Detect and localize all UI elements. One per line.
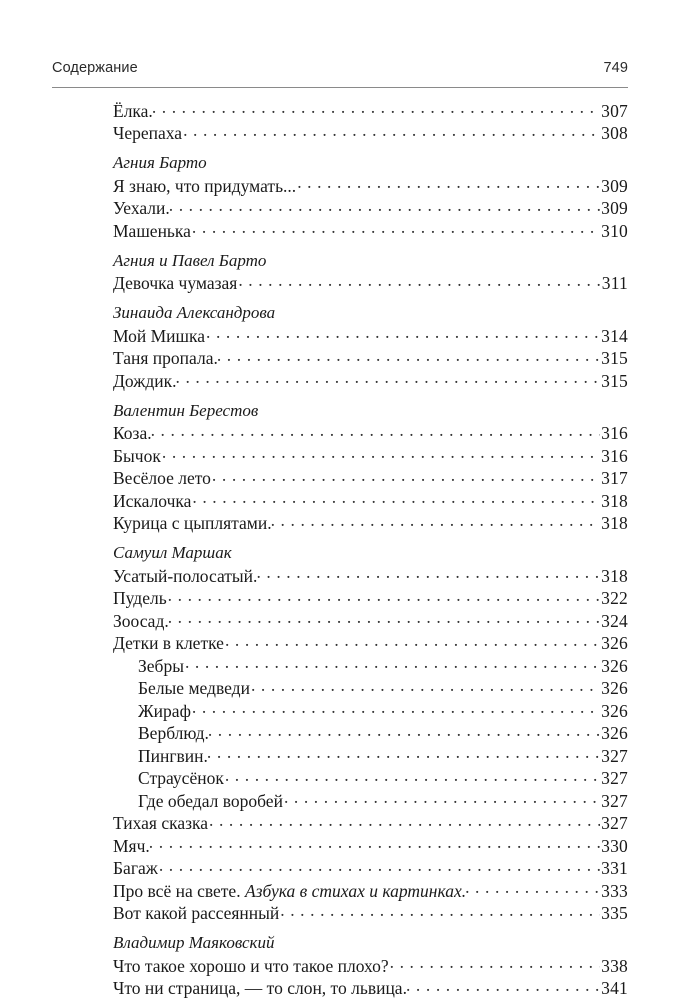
toc-entry[interactable] (113, 564, 628, 587)
toc-entry-title: Пингвин. (138, 745, 208, 766)
toc-entry-page-number: 310 (601, 220, 628, 241)
toc-entry[interactable] (113, 654, 628, 677)
toc-entry[interactable] (113, 272, 628, 295)
toc-entry-title: Ёлка. (113, 100, 153, 121)
toc-entry-title: Черепаха (113, 123, 183, 143)
dot-leader (225, 767, 600, 785)
toc-entry-title: Пудель (113, 588, 167, 608)
toc-entry-page-number: 316 (601, 423, 628, 443)
toc-entry-title: Весёлое лето (113, 468, 211, 488)
toc-entry[interactable] (113, 422, 628, 445)
dot-leader (271, 512, 601, 530)
toc-entry-title: Где обедал воробей (138, 790, 283, 811)
toc-entry-page-number: 322 (601, 588, 628, 608)
toc-entry[interactable] (113, 324, 628, 347)
toc-author-heading: Владимир Маяковский (113, 933, 275, 952)
dot-leader (168, 587, 600, 605)
page-title: Содержание (52, 60, 138, 76)
toc-entry-page-number: 318 (601, 513, 628, 533)
toc-entry-title: Машенька (113, 220, 191, 241)
toc-entry-title: Что такое хорошо и что такое плохо? (113, 955, 389, 976)
dot-leader (185, 654, 600, 672)
toc-entry-title: Багаж (113, 858, 158, 878)
toc-entry-title: Искалочка (113, 490, 192, 511)
dot-leader (212, 467, 600, 485)
toc-entry-page-number: 327 (601, 745, 628, 766)
dot-leader (192, 219, 600, 237)
toc-entry[interactable] (113, 347, 628, 370)
dot-leader (280, 902, 600, 920)
toc-entry-page-number: 318 (601, 565, 628, 586)
toc-entry-page-number: 308 (601, 123, 628, 143)
toc-entry[interactable] (113, 197, 628, 220)
dot-leader (256, 564, 600, 582)
toc-entry-title: Что ни страница, — то слон, то львица. (113, 978, 407, 998)
dot-leader (162, 444, 600, 462)
toc-entry[interactable] (113, 609, 628, 632)
dot-leader (168, 609, 600, 627)
toc-entry[interactable] (113, 219, 628, 242)
dot-leader (208, 722, 600, 740)
toc-entry-page-number: 333 (601, 880, 628, 901)
toc-entry[interactable] (113, 699, 628, 722)
dot-leader (192, 699, 600, 717)
toc-entry-subtitle: Азбука в стихах и картинках. (244, 880, 467, 901)
toc-entry-page-number: 314 (601, 325, 628, 346)
toc-entry-page-number: 316 (601, 445, 628, 466)
toc-entry[interactable] (113, 467, 628, 490)
toc-author-heading: Агния и Павел Барто (113, 250, 267, 270)
dot-leader (465, 879, 600, 897)
toc-entry[interactable] (113, 174, 628, 197)
toc-entry-title: Я знаю, что придумать... (113, 175, 297, 196)
toc-entry-page-number: 326 (601, 678, 628, 698)
toc-entry[interactable] (113, 632, 628, 655)
dot-leader (206, 324, 600, 342)
dot-leader (251, 677, 600, 695)
toc-entry-title: Коза. (113, 423, 152, 443)
toc-entry-title: Вот какой рассеянный (113, 903, 280, 923)
toc-entry-page-number: 327 (601, 813, 628, 833)
toc-entry-title: Курица с цыплятами. (113, 513, 272, 533)
toc-entry-title: Бычок (113, 445, 161, 466)
toc-entry[interactable] (113, 902, 628, 925)
toc-entry-page-number: 331 (601, 858, 628, 878)
dot-leader (406, 977, 600, 995)
dot-leader (151, 422, 601, 440)
dot-leader (209, 812, 600, 830)
dot-leader (192, 489, 600, 507)
toc-entry-title: Мой Мишка (113, 325, 206, 346)
toc-entry-page-number: 326 (601, 723, 628, 743)
toc-entry-page-number: 309 (601, 198, 628, 218)
toc-entry[interactable] (113, 512, 628, 535)
toc-entry[interactable] (113, 587, 628, 610)
dot-leader (152, 99, 600, 117)
toc-entry-page-number: 315 (601, 370, 628, 391)
dot-leader (238, 272, 600, 290)
dot-leader (284, 789, 600, 807)
dot-leader (176, 369, 601, 387)
toc-entry[interactable] (113, 744, 628, 767)
dot-leader (169, 197, 600, 215)
dot-leader (217, 347, 600, 365)
toc-entry-page-number: 324 (601, 610, 628, 631)
toc-entry-page-number: 326 (601, 700, 628, 721)
toc-entry-title: Дождик. (113, 370, 177, 391)
toc-entry[interactable] (113, 122, 628, 145)
toc-entry-page-number: 327 (601, 768, 628, 788)
toc-entry-title: Зебры (138, 655, 184, 676)
toc-entry-page-number: 309 (601, 175, 628, 196)
toc-entry[interactable] (113, 767, 628, 790)
toc-entry[interactable] (113, 99, 628, 122)
header-divider (52, 87, 628, 88)
toc-entry-title: Уехали. (113, 198, 170, 218)
toc-entry-page-number: 335 (601, 903, 628, 923)
toc-entry-title: Страусёнок (138, 768, 224, 788)
toc-entry-page-number: 315 (601, 348, 628, 368)
toc-entry[interactable] (113, 812, 628, 835)
toc-author-heading: Самуил Маршак (113, 543, 232, 562)
toc-entry-page-number: 317 (601, 468, 628, 488)
dot-leader (297, 174, 600, 192)
dot-leader (207, 744, 600, 762)
toc-entry[interactable] (113, 977, 628, 1000)
toc-entry-page-number: 327 (601, 790, 628, 811)
toc-entry-title: Зоосад. (113, 610, 169, 631)
toc-entry-title: Детки в клетке (113, 633, 224, 653)
toc-entry-page-number: 330 (601, 835, 628, 856)
toc-entry-page-number: 311 (601, 273, 628, 293)
toc-entry-title: Таня пропала. (113, 348, 218, 368)
toc-entry[interactable] (113, 834, 628, 857)
toc-entry-page-number: 318 (601, 490, 628, 511)
toc-entry-title: Про всё на свете. Азбука в стихах и картинках. (113, 880, 467, 901)
toc-entry[interactable] (113, 444, 628, 467)
dot-leader (183, 122, 600, 140)
toc-author-heading: Валентин Берестов (113, 400, 259, 420)
dot-leader (159, 857, 600, 875)
running-head (52, 58, 628, 78)
dot-leader (225, 632, 600, 650)
toc-author-heading: Агния Барто (113, 153, 207, 172)
dot-leader (390, 954, 600, 972)
dot-leader (149, 834, 600, 852)
toc-entry[interactable] (113, 489, 628, 512)
toc-entry-title: Усатый-полосатый. (113, 565, 258, 586)
toc-entry-title: Девочка чумазая (113, 273, 238, 293)
toc-entry[interactable] (113, 369, 628, 392)
toc-entry-title: Тихая сказка (113, 813, 209, 833)
toc-entry[interactable] (113, 677, 628, 700)
toc-entry-title: Верблюд. (138, 723, 209, 743)
toc-entry-page-number: 341 (601, 978, 628, 998)
toc-entry-title: Жираф (138, 700, 191, 721)
table-of-contents (113, 99, 628, 999)
toc-author-heading: Зинаида Александрова (113, 303, 276, 322)
toc-entry[interactable] (113, 857, 628, 880)
toc-entry-page-number: 326 (601, 655, 628, 676)
toc-entry[interactable] (113, 879, 628, 902)
toc-entry-title: Мяч. (113, 835, 150, 856)
folio-number: 749 (603, 60, 628, 76)
toc-entry[interactable] (113, 954, 628, 977)
toc-entry-page-number: 326 (601, 633, 628, 653)
toc-entry-page-number: 307 (601, 100, 628, 121)
toc-entry[interactable] (113, 789, 628, 812)
toc-entry-page-number: 338 (601, 955, 628, 976)
toc-entry[interactable] (113, 722, 628, 745)
toc-entry-title: Белые медведи (138, 678, 250, 698)
